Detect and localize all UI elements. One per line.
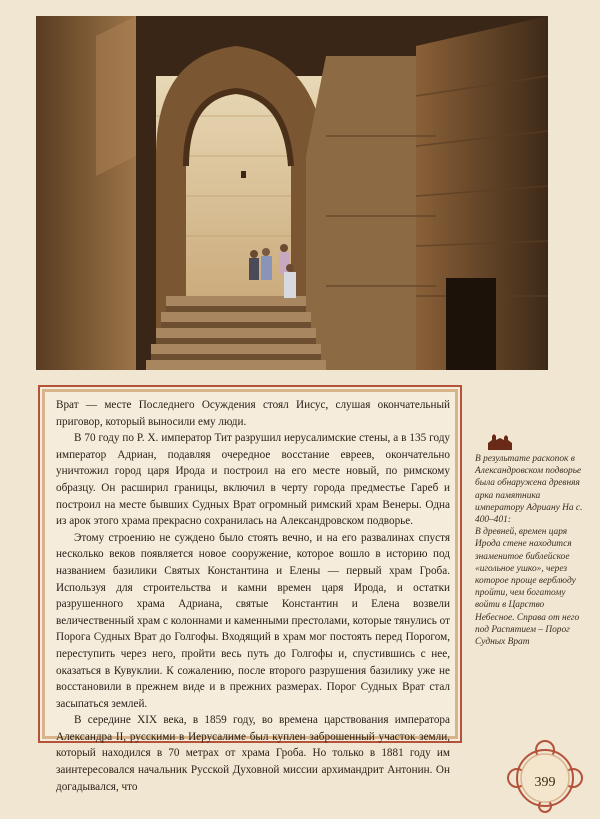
caption-part-1: В результате раскопок в Александровском подворье была обнаружена древняя арка памятника императору Адриану На с. 400–401: [475,454,583,526]
paragraph-3: Этому строению не суждено было стоять вечно, и на его развалинах спустя несколько веков появляется новое сооружение, которое вошло в историю под названием базилики Святых Константина и Елены — первый храм Гроба. Используя для строительства и камни времен царя Ирода, и остатки разрушенного храма Адриана, святые Константин и Елена возвели величественный храм с колоннами и каменными престолами, которые тянулись от Порога Судных Врат до Голгофы. Входящий в храм мог постоять перед Порогом, переступить через него, пройти весь путь до Голгофы и, спустившись с нее, оказаться в Кувуклии. К сожалению, после второго разрушения базилику уже не восстановили в прежнем виде и в прежних размерах. Порог Судных Врат стал засыпаться землей. [56,531,450,710]
stone-archway-photo [36,16,548,370]
church-icon [486,433,514,451]
photo-illustration [36,16,548,370]
paragraph-1: Врат — месте Последнего Осуждения стоял Иисус, слушая окончательный приговор, который выносили ему люди. [56,399,450,428]
paragraph-2: В 70 году по Р. Х. император Тит разрушил иерусалимские стены, а в 135 году император Адриан, подавляя очередное восстание евреев, окончательно уничтожил город царя Ирода и построил на его месте новый, по римскому образцу. Он расширил границы, включил в черту города предместье Гареб и построил на месте бывших Судных Врат огромный римский храм Венеры. Одна из арок этого храма прекрасно сохранилась на Александровском подворье. [56,432,450,528]
main-text-frame [38,385,462,793]
photo-caption [475,453,585,648]
main-text [56,397,450,795]
page-number: 399 [534,775,556,790]
caption-part-2: В древней, времен царя Ирода стене находится знаменитое библейское «игольное ушко», через которое проще верблюду пройти, чем богатому войти в Царство Небесное. Справа от него под Распятием – Порог Судных Врат [475,527,580,648]
paragraph-4: В середине XIX века, в 1859 году, во времена царствования императора Александра II, русскими в Иерусалиме был куплен заброшенный участок земли, который находился в 70 метрах от храма Гроба. Но только в 1881 году им заинтересовался начальник Русской Духовной миссии архимандрит Антонин. Он догадывался, что [56,714,450,793]
